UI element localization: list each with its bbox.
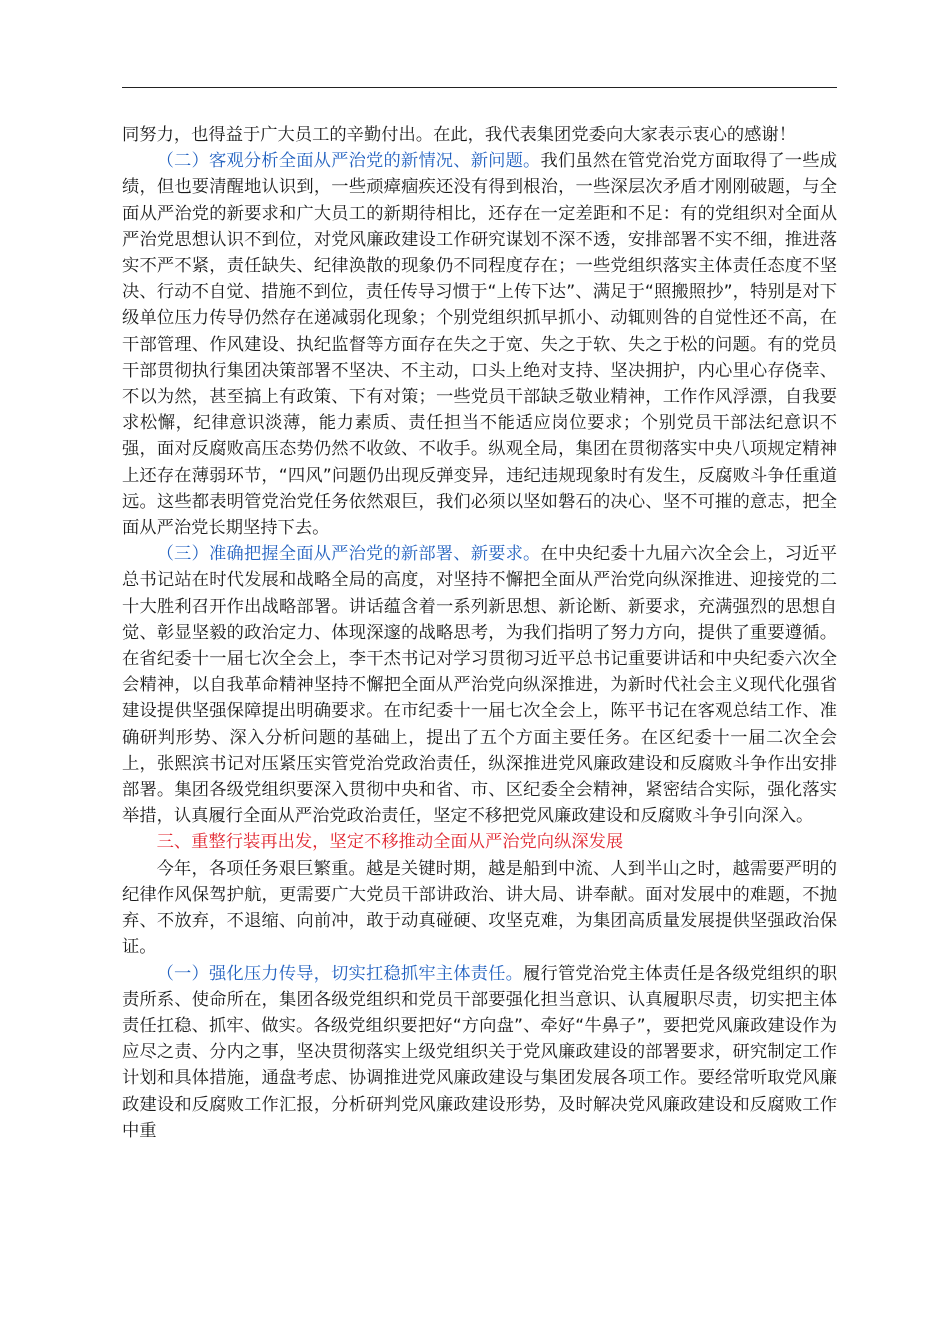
- subsection-heading: （三）准确把握全面从严治党的新部署、新要求。: [156, 544, 541, 565]
- paragraph-text: 同努力，也得益于广大员工的辛勤付出。在此，我代表集团党委向大家表示衷心的感谢！: [122, 125, 796, 145]
- section-heading-text: 三、重整行装再出发，坚定不移推动全面从严治党向纵深发展: [156, 832, 624, 853]
- paragraph-intro: [122, 856, 837, 961]
- section-heading: [122, 829, 837, 855]
- paragraph-subsection-1: [122, 961, 837, 1144]
- paragraph-continuation: [122, 122, 837, 148]
- paragraph-text: 在中央纪委十九届六次全会上，习近平总书记站在时代发展和战略全局的高度，对坚持不懈把全面从严治党向纵深推进、迎接党的二十大胜利召开作出战略部署。讲话蕴含着一系列新思想、新论断、新要求，充满强烈的思想自觉、彰显坚毅的政治定力、体现深邃的战略思考，为我们指明了努力方向，提供了重要遵循。在省纪委十一届七次全会上，李干杰书记对学习贯彻习近平总书记重要讲话和中央纪委六次全会精神，以自我革命精神坚持不懈把全面从严治党向纵深推进，为新时代社会主义现代化强省建设提供坚强保障提出明确要求。在市纪委十一届七次全会上，陈平书记在客观总结工作、准确研判形势、深入分析问题的基础上，提出了五个方面主要任务。在区纪委十一届二次全会上，张熙滨书记对压紧压实管党治党政治责任，纵深推进党风廉政建设和反腐败斗争作出安排部署。集团各级党组织要深入贯彻中央和省、市、区纪委全会精神，紧密结合实际，强化落实举措，认真履行全面从严治党政治责任，坚定不移把党风廉政建设和反腐败斗争引向深入。: [122, 544, 837, 827]
- header-rule: [122, 87, 837, 88]
- document-body: [122, 122, 837, 1144]
- paragraph-subsection-2: [122, 148, 837, 541]
- paragraph-subsection-3: [122, 541, 837, 829]
- paragraph-text: 我们虽然在管党治党方面取得了一些成绩，但也要清醒地认识到，一些顽瘴痼疾还没有得到根治，一些深层次矛盾才刚刚破题，与全面从严治党的新要求和广大员工的新期待相比，还存在一定差距和不足：有的党组织对全面从严治党思想认识不到位，对党风廉政建设工作研究谋划不深不透，安排部署不实不细，推进落实不严不紧，责任缺失、纪律涣散的现象仍不同程度存在；一些党组织落实主体责任态度不坚决、行动不自觉、措施不到位，责任传导习惯于“上传下达”、满足于“照搬照抄”，特别是对下级单位压力传导仍然存在递减弱化现象；个别党组织抓早抓小、动辄则咎的自觉性还不高，在干部管理、作风建设、执纪监督等方面存在失之于宽、失之于软、失之于松的问题。有的党员干部贯彻执行集团决策部署不坚决、不主动，口头上绝对支持、坚决拥护，内心里心存侥幸、不以为然，甚至搞上有政策、下有对策；一些党员干部缺乏敬业精神，工作作风浮漂，自我要求松懈，纪律意识淡薄，能力素质、责任担当不能适应岗位要求；个别党员干部法纪意识不强，面对反腐败高压态势仍然不收敛、不收手。纵观全局，集团在贯彻落实中央八项规定精神上还存在薄弱环节，“四风”问题仍出现反弹变异，违纪违规现象时有发生，反腐败斗争任重道远。这些都表明管党治党任务依然艰巨，我们必须以坚如磐石的决心、坚不可摧的意志，把全面从严治党长期坚持下去。: [122, 151, 837, 539]
- subsection-heading: （一）强化压力传导，切实扛稳抓牢主体责任。: [156, 963, 524, 984]
- paragraph-text: 履行管党治党主体责任是各级党组织的职责所系、使命所在，集团各级党组织和党员干部要强化担当意识、认真履职尽责，切实把主体责任扛稳、抓牢、做实。各级党组织要把好“方向盘”、牵好“牛鼻子”，要把党风廉政建设作为应尽之责、分内之事，坚决贯彻落实上级党组织关于党风廉政建设的部署要求，研究制定工作计划和具体措施，通盘考虑、协调推进党风廉政建设与集团发展各项工作。要经常听取党风廉政建设和反腐败工作汇报，分析研判党风廉政建设形势，及时解决党风廉政建设和反腐败工作中重: [122, 963, 837, 1141]
- paragraph-text: 今年，各项任务艰巨繁重。越是关键时期，越是船到中流、人到半山之时，越需要严明的纪律作风保驾护航，更需要广大党员干部讲政治、讲大局、讲奉献。面对发展中的难题，不抛弃、不放弃，不退缩、向前冲，敢于动真碰硬、攻坚克难，为集团高质量发展提供坚强政治保证。: [122, 858, 837, 958]
- subsection-heading: （二）客观分析全面从严治党的新情况、新问题。: [156, 151, 541, 172]
